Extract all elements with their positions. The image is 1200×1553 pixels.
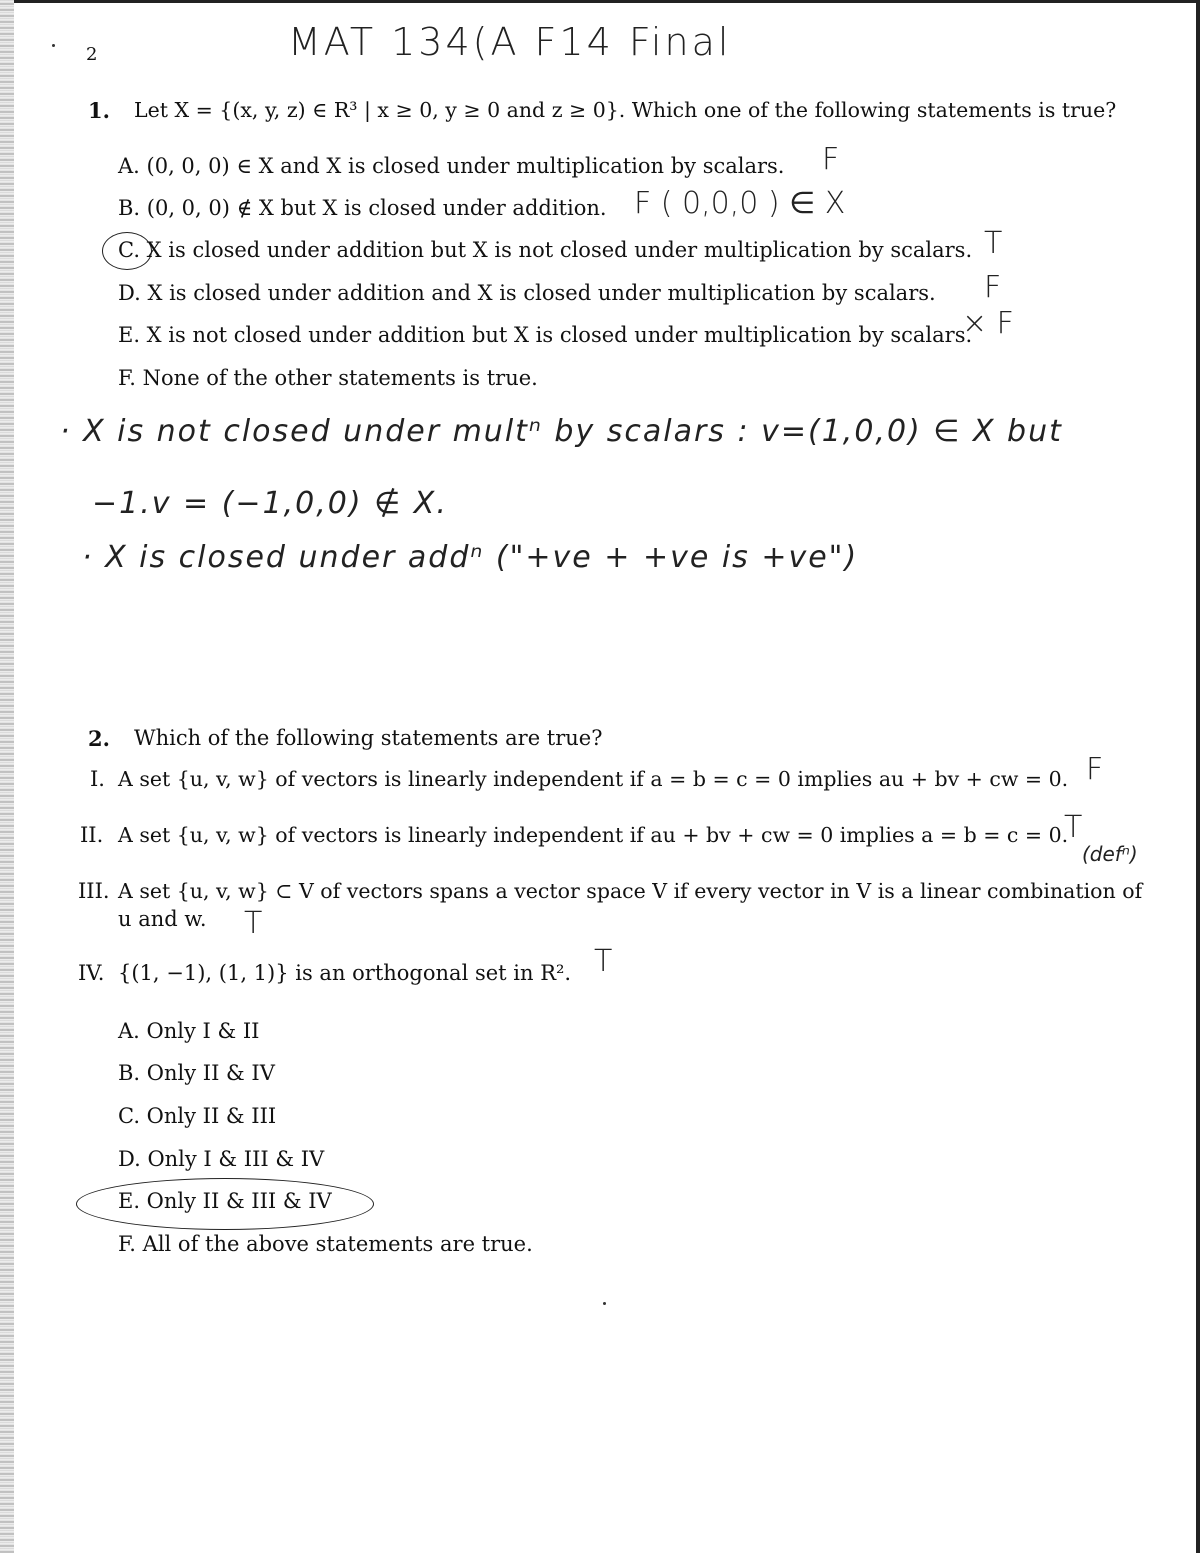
q2-statement-2-note: (defⁿ) [1082,842,1138,866]
scan-edge-top [14,0,1200,3]
q2-statement-4: {(1, −1), (1, 1)} is an orthogonal set in R². [118,961,572,985]
q1-number: 1. [88,98,110,123]
q1-option-b: B. (0, 0, 0) ∉ X but X is closed under addition. [118,196,607,220]
q2-statement-4-label: IV. [78,961,105,985]
handwritten-title: MAT 134(A F14 Final [288,20,732,64]
page-number: 2 [86,44,98,65]
q2-option-f: F. All of the above statements are true. [118,1232,533,1256]
q1-option-e-mark: × F [962,306,1014,341]
q2-number: 2. [88,726,110,751]
q2-statement-1-label: I. [90,767,105,791]
q2-prompt: Which of the following statements are true? [134,726,603,750]
scan-speck [603,1302,606,1305]
q2-option-c: C. Only II & III [118,1104,277,1128]
q1-note-line-1: · X is not closed under multⁿ by scalars : v=(1,0,0) ∈ X but [60,414,1063,449]
q2-statement-2-mark: T [1064,810,1083,845]
q1-note-line-3: · X is closed under addⁿ ("+ve + +ve is +ve") [82,540,859,575]
q1-option-a-mark: F [822,142,840,177]
q2-option-d: D. Only I & III & IV [118,1147,325,1171]
q2-statement-3: A set {u, v, w} ⊂ V of vectors spans a vector space V if every vector in V is a linear combination of [118,879,1143,903]
q2-statement-4-mark: T [594,944,613,979]
q2-option-b: B. Only II & IV [118,1061,275,1085]
scan-edge-right [1196,0,1200,1553]
scan-speck [52,44,55,47]
q1-option-c: C. X is closed under addition but X is not closed under multiplication by scalars. [118,238,973,262]
q1-option-c-mark: T [984,226,1003,261]
q2-option-e: E. Only II & III & IV [118,1189,332,1213]
scan-edge-left [0,0,14,1553]
q2-statement-3-mark: T [244,906,263,941]
q1-option-d: D. X is closed under addition and X is closed under multiplication by scalars. [118,281,936,305]
q1-prompt: Let X = {(x, y, z) ∈ R³ | x ≥ 0, y ≥ 0 and z ≥ 0}. Which one of the following statements is true? [134,98,1117,122]
q2-option-a: A. Only I & II [118,1019,260,1043]
q2-statement-1: A set {u, v, w} of vectors is linearly independent if a = b = c = 0 implies au + bv + cw = 0. [118,767,1069,791]
q2-statement-3-label: III. [78,879,110,903]
q1-option-d-mark: F [984,270,1002,305]
q2-statement-1-mark: F [1086,752,1104,787]
q2-statement-2: A set {u, v, w} of vectors is linearly independent if au + bv + cw = 0 implies a = b = c = 0. [118,823,1069,847]
q2-statement-3-cont: u and w. [118,907,207,931]
q1-option-a: A. (0, 0, 0) ∈ X and X is closed under multiplication by scalars. [118,154,785,178]
q1-note-line-2: −1.v = (−1,0,0) ∉ X. [92,486,448,521]
q1-option-b-mark: F ( 0,0,0 ) ∈ X [634,186,846,221]
q1-option-f: F. None of the other statements is true. [118,366,538,390]
q1-option-e: E. X is not closed under addition but X is closed under multiplication by scalars. [118,323,973,347]
q2-statement-2-label: II. [80,823,104,847]
